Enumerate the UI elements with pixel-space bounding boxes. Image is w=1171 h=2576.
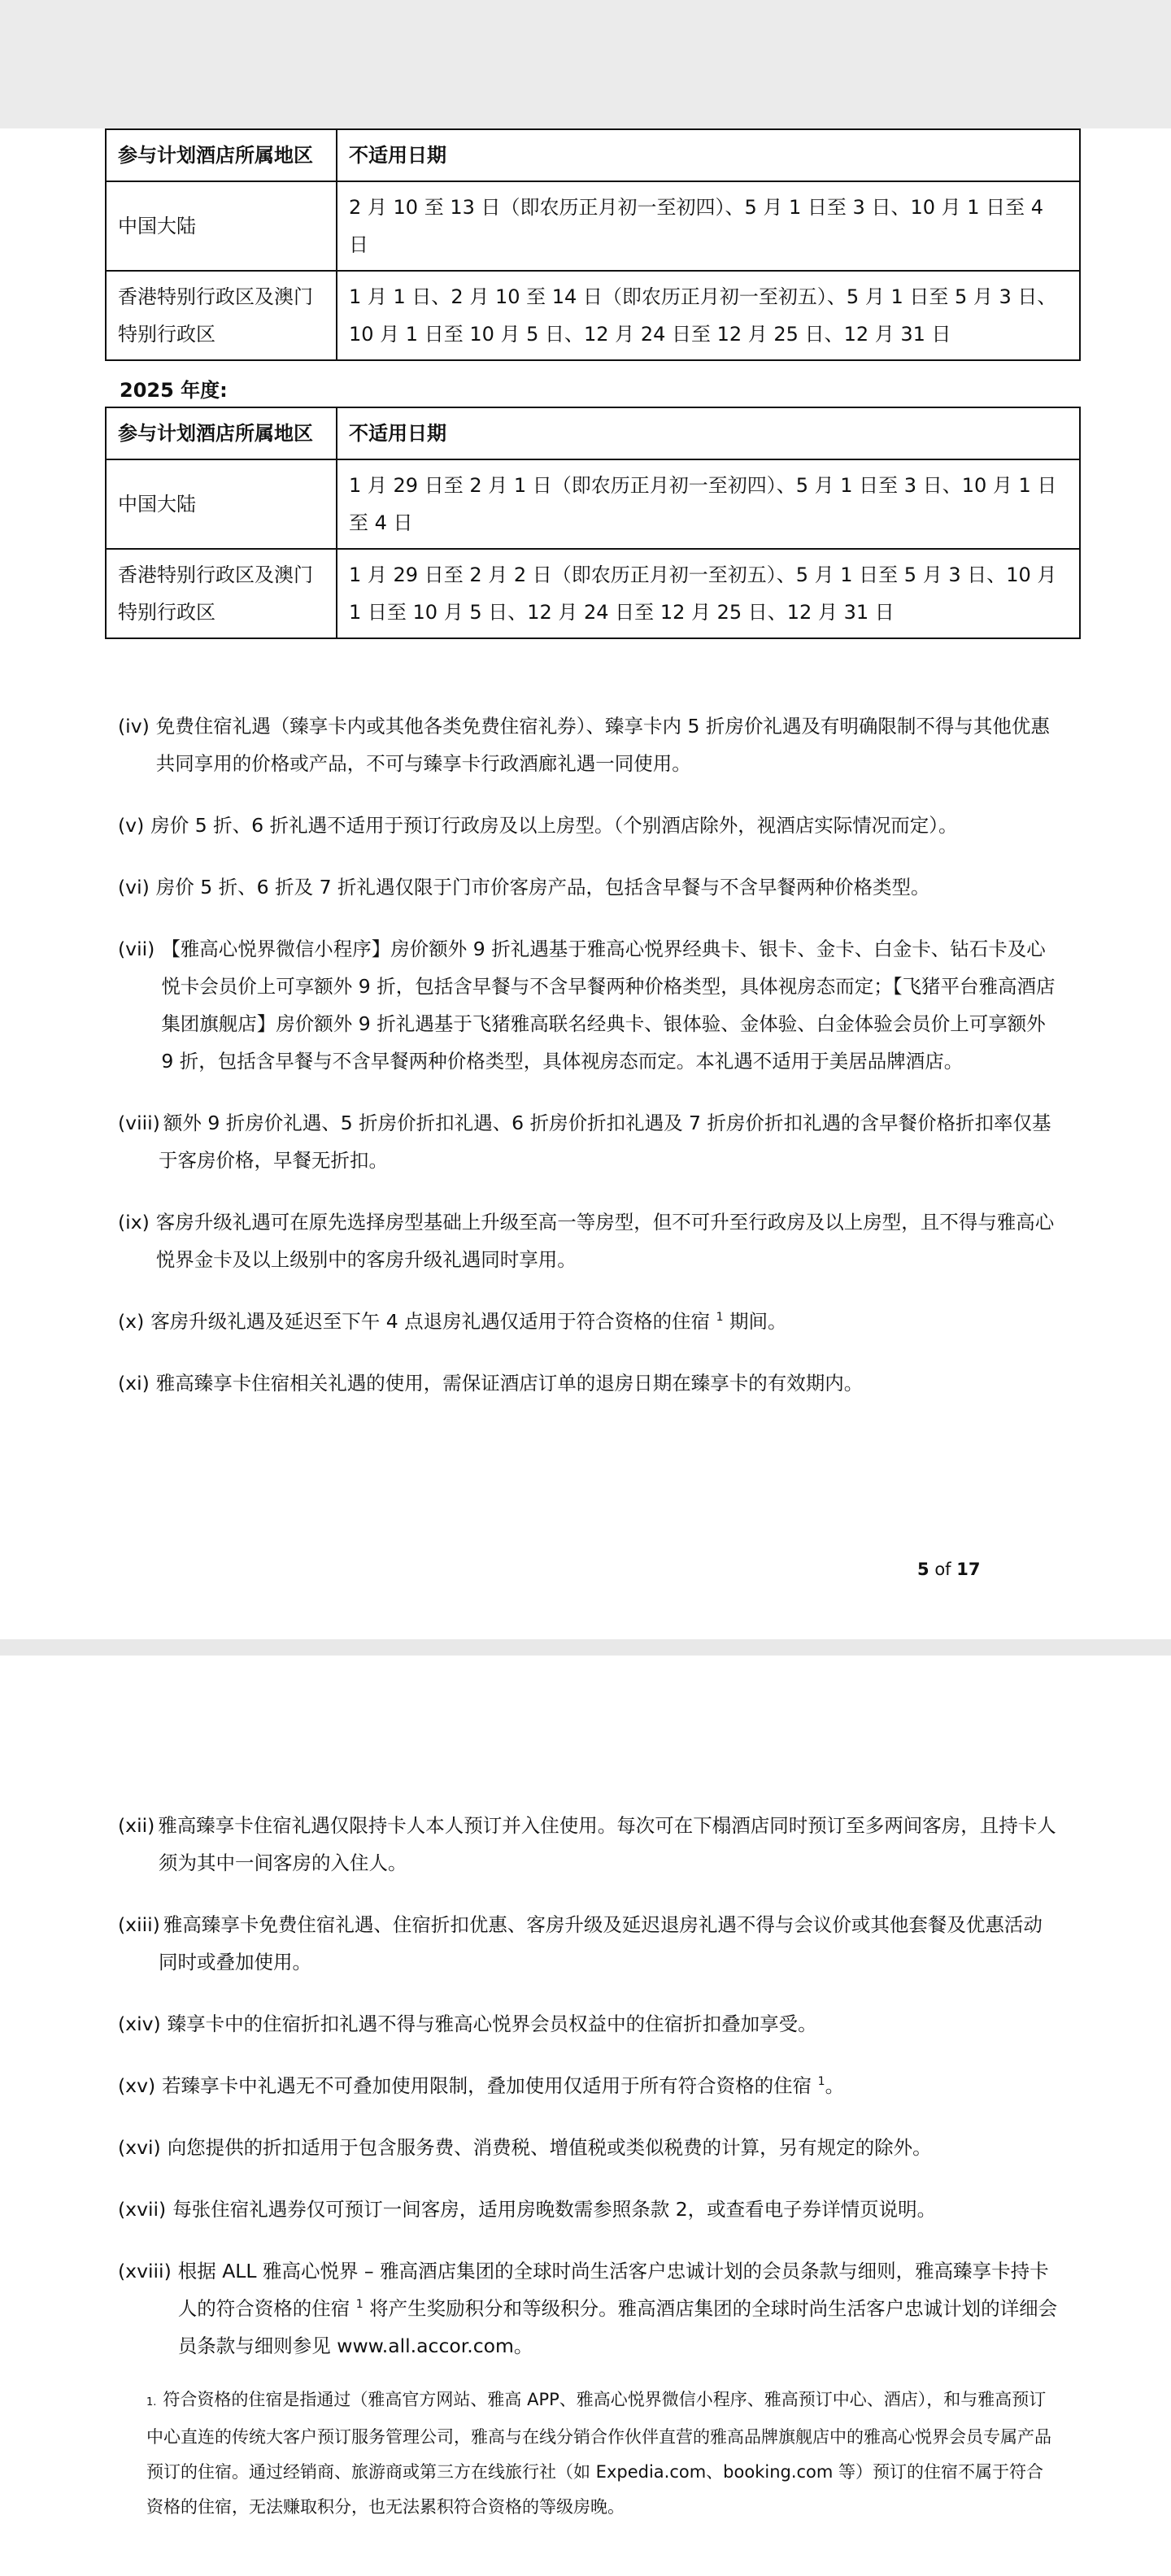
clause-xvii bbox=[118, 2191, 1061, 2228]
clause-xiv bbox=[118, 2005, 1061, 2043]
clause-iv bbox=[118, 707, 1061, 782]
clause-number: (iv) bbox=[118, 715, 150, 738]
year-subheading: 2025 年度: bbox=[120, 379, 228, 402]
clause-text: 根据 ALL 雅高心悦界 – 雅高酒店集团的全球时尚生活客户忠诚计划的会员条款与细则，雅高臻享卡持卡人的符合资格的住宿 bbox=[177, 2260, 1049, 2320]
clause-number: (vii) bbox=[118, 938, 155, 960]
clause-xii bbox=[118, 1807, 1061, 1882]
header-dates: 不适用日期 bbox=[337, 407, 1080, 459]
table-row bbox=[106, 549, 1080, 638]
page-current: 5 bbox=[917, 1560, 929, 1579]
clause-number: (xi) bbox=[118, 1372, 150, 1395]
clause-vi bbox=[118, 868, 1061, 906]
table-row bbox=[106, 271, 1080, 360]
clause-text: 每张住宿礼遇券仅可预订一间客房，适用房晚数需参照条款 2，或查看电子券详情页说明。 bbox=[172, 2198, 937, 2221]
clause-xiii bbox=[118, 1906, 1061, 1981]
page-total: 17 bbox=[956, 1560, 981, 1579]
page-of: of bbox=[934, 1560, 951, 1579]
clause-list-page-5 bbox=[118, 707, 1061, 1402]
blackout-dates-table-2024 bbox=[105, 128, 1081, 361]
clause-number: (ix) bbox=[118, 1211, 150, 1234]
footnote bbox=[146, 2382, 1060, 2525]
clause-text: 免费住宿礼遇（臻享卡内或其他各类免费住宿礼券）、臻享卡内 5 折房价礼遇及有明确限制不得与其他优惠共同享用的价格或产品，不可与臻享卡行政酒廊礼遇一同使用。 bbox=[155, 715, 1050, 775]
clause-text: 若臻享卡中礼遇无不可叠加使用限制，叠加使用仅适用于所有符合资格的住宿 bbox=[162, 2074, 812, 2097]
region-cell: 香港特别行政区及澳门特别行政区 bbox=[106, 271, 337, 360]
header-dates: 不适用日期 bbox=[337, 129, 1080, 181]
header-region: 参与计划酒店所属地区 bbox=[106, 407, 337, 459]
clause-text: 雅高臻享卡免费住宿礼遇、住宿折扣优惠、客房升级及延迟退房礼遇不得与会议价或其他套餐及优惠活动同时或叠加使用。 bbox=[159, 1913, 1043, 1973]
clause-text: 客房升级礼遇可在原先选择房型基础上升级至高一等房型，但不可升至行政房及以上房型，且不得与雅高心悦界金卡及以上级别中的客房升级礼遇同时享用。 bbox=[155, 1211, 1055, 1271]
clause-number: (xii) bbox=[118, 1814, 155, 1837]
clause-number: (xvi) bbox=[118, 2136, 161, 2159]
clause-text: 雅高臻享卡住宿相关礼遇的使用，需保证酒店订单的退房日期在臻享卡的有效期内。 bbox=[155, 1372, 864, 1395]
page-number bbox=[917, 1560, 980, 1579]
document-page-5 bbox=[0, 128, 1171, 1639]
clause-text: 臻享卡中的住宿折扣礼遇不得与雅高心悦界会员权益中的住宿折扣叠加享受。 bbox=[167, 2012, 817, 2035]
table-header-row bbox=[106, 129, 1080, 181]
clause-vii bbox=[118, 930, 1061, 1080]
dates-cell: 1 月 29 日至 2 月 2 日（即农历正月初一至初五）、5 月 1 日至 5 月 3 日、10 月 1 日至 10 月 5 日、12 月 24 日至 12 月 25 日、12 月 31 日 bbox=[337, 549, 1080, 638]
footnote-ref: 1 bbox=[355, 2298, 363, 2312]
clause-xvi bbox=[118, 2129, 1061, 2166]
clause-number: (xiv) bbox=[118, 2012, 161, 2035]
footnote-ref: 1 bbox=[716, 1311, 724, 1325]
dates-cell: 1 月 29 日至 2 月 1 日（即农历正月初一至初四）、5 月 1 日至 3 日、10 月 1 日至 4 日 bbox=[337, 459, 1080, 549]
clause-text: 【雅高心悦界微信小程序】房价额外 9 折礼遇基于雅高心悦界经典卡、银卡、金卡、白金卡、钻石卡及心悦卡会员价上可享额外 9 折，包括含早餐与不含早餐两种价格类型，具体视房态而定；【飞猪平台雅高酒店集团旗舰店】房价额外 9 折礼遇基于飞猪雅高联名经典卡、银体验、金体验、白金体验会员价上可享额外 9 折，包括含早餐与不含早餐两种价格类型，具体视房态而定。本礼遇不适用于美居品牌酒店。 bbox=[161, 938, 1056, 1073]
dates-cell: 2 月 10 至 13 日（即农历正月初一至初四）、5 月 1 日至 3 日、10 月 1 日至 4 日 bbox=[337, 181, 1080, 271]
clause-xv bbox=[118, 2067, 1061, 2104]
blackout-dates-table-2025 bbox=[105, 407, 1081, 639]
dates-cell: 1 月 1 日、2 月 10 至 14 日（即农历正月初一至初五）、5 月 1 日至 5 月 3 日、10 月 1 日至 10 月 5 日、12 月 24 日至 12 月 25 日、12 月 31 日 bbox=[337, 271, 1080, 360]
clause-text: 额外 9 折房价礼遇、5 折房价折扣礼遇、6 折房价折扣礼遇及 7 折房价折扣礼遇的含早餐价格折扣率仅基于客房价格，早餐无折扣。 bbox=[159, 1112, 1051, 1172]
footnote-ref: 1 bbox=[817, 2075, 825, 2089]
clause-list-page-6 bbox=[118, 1807, 1061, 2365]
region-cell: 中国大陆 bbox=[106, 459, 337, 549]
clause-xi bbox=[118, 1364, 1061, 1402]
table-row bbox=[106, 459, 1080, 549]
clause-x bbox=[118, 1303, 1061, 1340]
region-cell: 香港特别行政区及澳门特别行政区 bbox=[106, 549, 337, 638]
viewer-top-band bbox=[0, 0, 1171, 128]
header-region: 参与计划酒店所属地区 bbox=[106, 129, 337, 181]
clause-number: (vi) bbox=[118, 876, 150, 899]
table-header-row bbox=[106, 407, 1080, 459]
clause-number: (xv) bbox=[118, 2074, 156, 2097]
clause-text-tail: 期间。 bbox=[729, 1310, 787, 1333]
footnote-marker: 1. bbox=[146, 2396, 157, 2408]
clause-text: 房价 5 折、6 折礼遇不适用于预订行政房及以上房型。（个别酒店除外，视酒店实际情况而定）。 bbox=[150, 814, 958, 837]
clause-viii bbox=[118, 1104, 1061, 1179]
document-page-6 bbox=[0, 1656, 1171, 2576]
clause-text: 房价 5 折、6 折及 7 折礼遇仅限于门市价客房产品，包括含早餐与不含早餐两种价格类型。 bbox=[155, 876, 930, 899]
region-cell: 中国大陆 bbox=[106, 181, 337, 271]
clause-ix bbox=[118, 1203, 1061, 1278]
clause-text: 雅高臻享卡住宿礼遇仅限持卡人本人预订并入住使用。每次可在下榻酒店同时预订至多两间客房，且持卡人须为其中一间客房的入住人。 bbox=[158, 1814, 1056, 1874]
clause-number: (x) bbox=[118, 1310, 145, 1333]
clause-number: (xiii) bbox=[118, 1913, 160, 1936]
clause-v bbox=[118, 807, 1061, 844]
clause-xviii bbox=[118, 2252, 1061, 2365]
clause-number: (xviii) bbox=[118, 2260, 172, 2282]
clause-text: 客房升级礼遇及延迟至下午 4 点退房礼遇仅适用于符合资格的住宿 bbox=[150, 1310, 711, 1333]
clause-text: 向您提供的折扣适用于包含服务费、消费税、增值税或类似税费的计算，另有规定的除外。 bbox=[167, 2136, 932, 2159]
clause-number: (xvii) bbox=[118, 2198, 167, 2221]
clause-number: (viii) bbox=[118, 1112, 160, 1134]
clause-text-tail: 将产生奖励积分和等级积分。雅高酒店集团的全球时尚生活客户忠诚计划的详细会员条款与细则参见 www.all.accor.com。 bbox=[177, 2297, 1058, 2357]
footnote-text: 符合资格的住宿是指通过（雅高官方网站、雅高 APP、雅高心悦界微信小程序、雅高预订中心、酒店），和与雅高预订中心直连的传统大客户预订服务管理公司，雅高与在线分销合作伙伴直营的雅高品牌旗舰店中的雅高心悦界会员专属产品预订的住宿。通过经销商、旅游商或第三方在线旅行社（如 Expedia.com、booking.com 等）预订的住宿不属于符合资格的住宿，无法赚取积分，也无法累积符合资格的等级房晚。 bbox=[146, 2390, 1051, 2517]
table-row bbox=[106, 181, 1080, 271]
clause-number: (v) bbox=[118, 814, 145, 837]
clause-text-tail: 。 bbox=[825, 2074, 845, 2097]
